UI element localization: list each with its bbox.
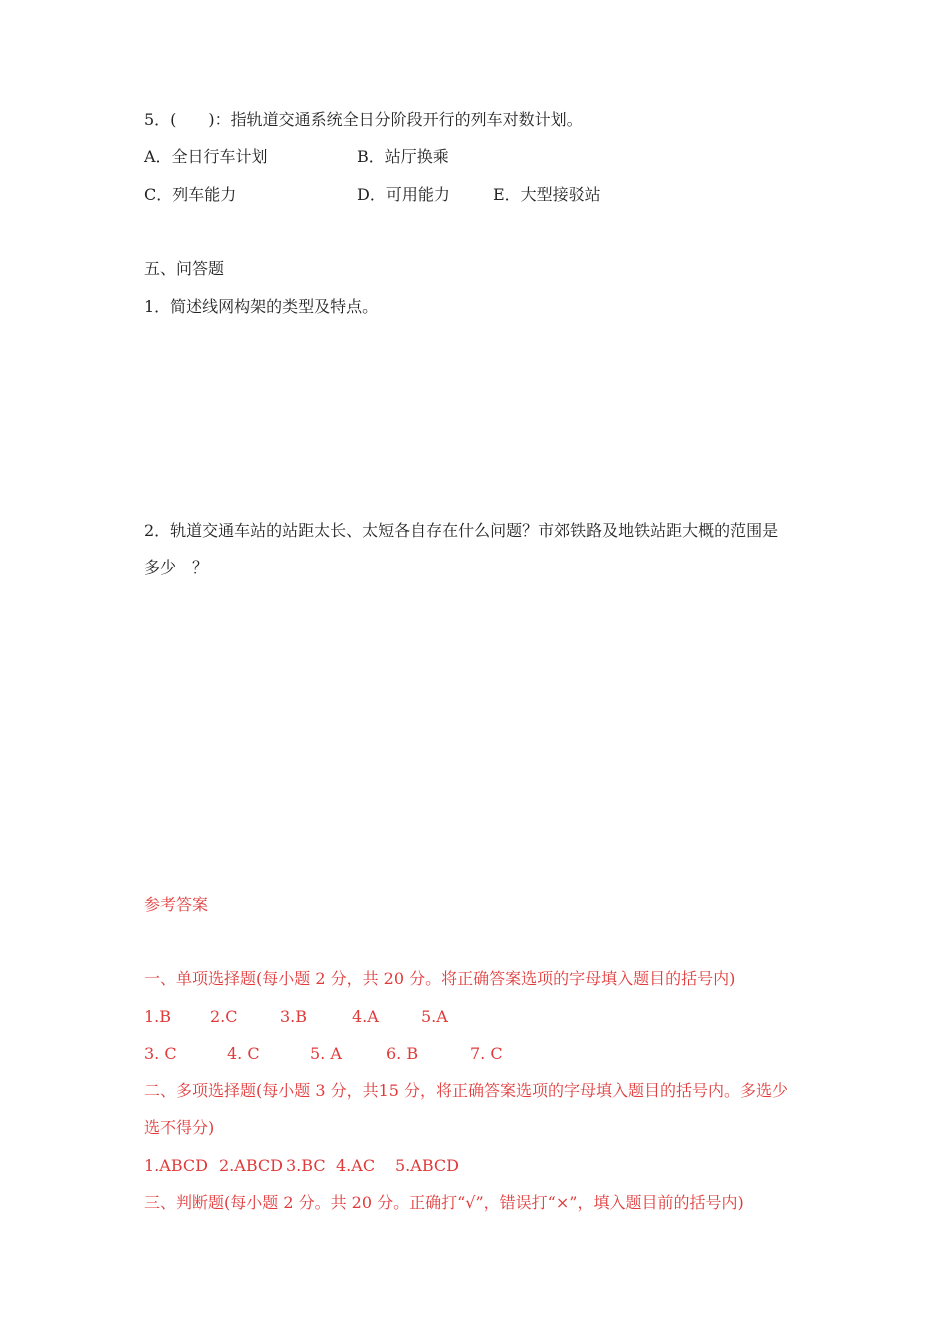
- part1-answer: 3.B: [280, 1007, 308, 1026]
- answer-key-title: 参考答案: [144, 895, 209, 914]
- part1-answer: 3. C: [144, 1044, 177, 1063]
- part2-answer: 2.ABCD: [219, 1156, 283, 1175]
- question-5-stem: 5．( )：指轨道交通系统全日分阶段开行的列车对数计划。: [144, 110, 583, 129]
- part1-answer: 1.B: [144, 1007, 172, 1026]
- section-5-heading: 五、问答题: [144, 259, 225, 278]
- essay-question-2-line2: 多少 ？: [144, 558, 209, 577]
- q5-option-e: E．大型接驳站: [493, 185, 601, 204]
- part2-answer: 4.AC: [336, 1156, 376, 1175]
- part1-answer: 4. C: [227, 1044, 260, 1063]
- part3-heading: 三、判断题(每小题 2 分。共 20 分。正确打“√”，错误打“×”，填入题目前的括号内): [144, 1193, 744, 1212]
- part2-answer: 1.ABCD: [144, 1156, 208, 1175]
- part1-answer: 5. A: [310, 1044, 342, 1063]
- essay-question-2-line1: 2．轨道交通车站的站距太长、太短各自存在什么问题？市郊铁路及地铁站距大概的范围是: [144, 521, 779, 540]
- part1-answer: 2.C: [210, 1007, 238, 1026]
- part1-answer: 5.A: [421, 1007, 448, 1026]
- part2-heading-line1: 二、多项选择题(每小题 3 分，共15 分，将正确答案选项的字母填入题目的括号内。多选少: [144, 1081, 789, 1100]
- part2-answer: 3.BC: [286, 1156, 326, 1175]
- part1-answer: 6. B: [386, 1044, 419, 1063]
- part1-answer: 7. C: [470, 1044, 503, 1063]
- q5-option-b: B．站厅换乘: [357, 147, 449, 166]
- part1-heading: 一、单项选择题(每小题 2 分，共 20 分。将正确答案选项的字母填入题目的括号内): [144, 969, 736, 988]
- q5-option-c: C．列车能力: [144, 185, 237, 204]
- part2-heading-line2: 选不得分): [144, 1118, 215, 1137]
- q5-option-d: D．可用能力: [357, 185, 450, 204]
- q5-option-a: A．全日行车计划: [144, 147, 268, 166]
- part1-answer: 4.A: [352, 1007, 379, 1026]
- essay-question-1: 1．简述线网构架的类型及特点。: [144, 297, 379, 316]
- part2-answer: 5.ABCD: [395, 1156, 459, 1175]
